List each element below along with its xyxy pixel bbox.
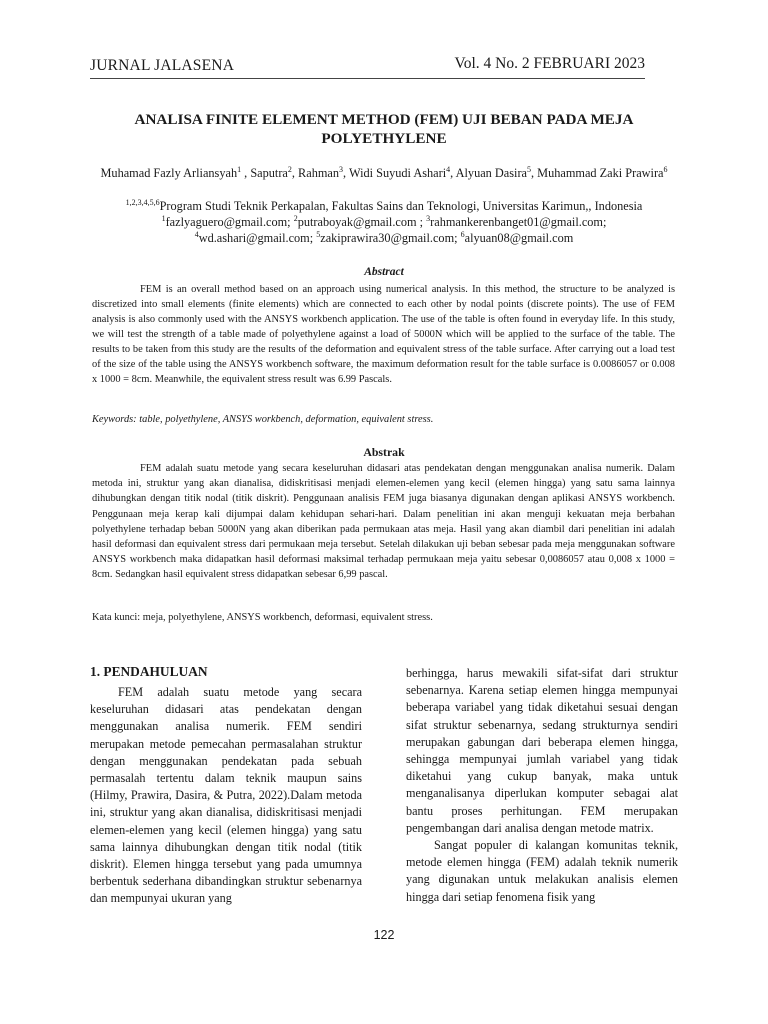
email-line-1 (100, 214, 668, 230)
affiliation-sup: 1,2,3,4,5,6 (125, 198, 160, 207)
right-paragraph-1: berhingga, harus mewakili sifat-sifat dari struktur sebenarnya. Karena setiap elemen hingga mempunyai beberapa variabel yang tidak diketahui sesuai dengan sifat struktur sebenarnya, sedang strukturnya sendiri merupakan gabungan dari beberapa elemen hingga, sehingga mempunyai jumlah variabel yang tidak diketahui yang cukup banyak, maka untuk menganalisanya diperlukan komputer sebagai alat bantu proses perhitungan. FEM merupakan pengembangan dari analisa dengan metode matrix. (406, 666, 678, 835)
left-column (90, 684, 362, 908)
paper-title: ANALISA FINITE ELEMENT METHOD (FEM) UJI BEBAN PADA MEJA POLYETHYLENE (134, 111, 634, 147)
author-5-sup: 5 (527, 165, 531, 174)
journal-name: JURNAL JALASENA (90, 57, 235, 74)
author-6-sup: 6 (663, 165, 668, 174)
email-line-2 (100, 230, 668, 246)
affiliation-line (100, 198, 668, 214)
email-5-sup: 5 (316, 230, 321, 239)
email-3-sup: 3 (426, 214, 431, 223)
author-2: , Saputra (241, 166, 288, 180)
affiliation-text: Program Studi Teknik Perkapalan, Fakultas Sains dan Teknologi, Universitas Karimun,, Indonesia (159, 199, 643, 213)
author-2-sup: 2 (287, 165, 292, 174)
volume-info: Vol. 4 No. 2 FEBRUARI 2023 (454, 55, 645, 72)
author-1-sup: 1 (237, 165, 242, 174)
email-5: zakiprawira30@gmail.com; (320, 231, 461, 245)
header-rule (90, 78, 645, 79)
author-6: , Muhammad Zaki Prawira (531, 166, 664, 180)
author-5: , Alyuan Dasira (450, 166, 527, 180)
author-list (100, 165, 668, 182)
author-4: , Widi Suyudi Ashari (343, 166, 447, 180)
left-paragraph: FEM adalah suatu metode yang secara keseluruhan didasari atas pendekatan dengan menggunakan analisa numerik. FEM sendiri merupakan metode pemecahan permasalahan struktur dengan menggunakan pendekatan pada sebuah permasalah tertentu dalam teknik maupun sains (Hilmy, Prawira, Dasira, & Putra, 2022).Dalam metoda ini, struktur yang akan dianalisa, didiskritisasi menjadi elemen-elemen yang kecil (elemen hingga) yang satu sama lainnya dihubungkan dengan titik nodal (titik diskrit). Elemen hingga tersebut yang pada umumnya berbentuk sederhana dibandingkan struktur sebenarnya dan mempunyai ukuran yang (90, 685, 362, 906)
email-2-sup: 2 (293, 214, 298, 223)
email-6: alyuan08@gmail.com (464, 231, 574, 245)
running-header (90, 55, 645, 77)
email-4-sup: 4 (194, 230, 199, 239)
email-3: rahmankerenbanget01@gmail.com; (430, 215, 607, 229)
right-column (406, 665, 678, 906)
email-4: wd.ashari@gmail.com; (198, 231, 317, 245)
author-3: , Rahman (291, 166, 340, 180)
author-3-sup: 3 (339, 165, 344, 174)
author-1: Muhamad Fazly Arliansyah (100, 166, 238, 180)
abstrak-keywords: Kata kunci: meja, polyethylene, ANSYS workbench, deformasi, equivalent stress. (92, 612, 433, 623)
email-6-sup: 6 (460, 230, 465, 239)
abstract-keywords: Keywords: table, polyethylene, ANSYS workbench, deformation, equivalent stress. (92, 414, 434, 425)
email-2: putraboyak@gmail.com ; (297, 215, 427, 229)
abstrak-text: FEM adalah suatu metode yang secara keseluruhan didasari atas pendekatan dengan menggunakan analisa numerik. Dalam metoda ini, struktur yang akan dianalisa, didiskritisasi menjadi elemen-elemen yang kecil (elemen hingga) yang satu sama lainnya dihubungkan dengan titik nodal (titik diskrit). Penggunaan analisis FEM juga biasanya digunakan dengan aplikasi ANSYS workbench. Penggunaan meja kerap kali dijumpai dalam kehidupan sehari-hari. Dalam penelitian ini akan menguji kekuatan meja berbahan polyethylene terhadap beban 5000N yang akan diberikan pada permukaan atas meja. Hasil yang akan diambil dari penelitian ini adalah hasil deformasi dan equivalent stress dari permukaan meja tersebut. Setelah dilakukan uji beban sebesar pada meja menggunakan software ANSYS workbench maka didapatkan hasil deformasi maksimal terhadap permukaan meja yaitu sebesar 0,0086057 atau 0,008 x 1000 = 8cm. Sedangkan hasil equivalent stress didapatkan sebesar 6,99 pascal. (92, 463, 675, 581)
section-heading: 1. PENDAHULUAN (90, 664, 208, 679)
abstrak-heading: Abstrak (363, 445, 405, 459)
author-4-sup: 4 (446, 165, 451, 174)
right-paragraph-2: Sangat populer di kalangan komunitas teknik, metode elemen hingga (FEM) adalah teknik numerik yang digunakan untuk melakukan analisis elemen hingga dari setiap fenomena fisik yang (406, 838, 678, 904)
email-1-sup: 1 (161, 214, 166, 223)
email-1: fazlyaguero@gmail.com; (165, 215, 294, 229)
abstract-text: FEM is an overall method based on an approach using numerical analysis. In this method, the structure to be analyzed is discretized into small elements (finite elements) which are connected to each other by nodal points (discrete points). The use of FEM analysis is also commonly used with the ANSYS workbench application. The use of the table is often found in everyday life. In this study, we will test the strength of a table made of polyethylene against a load of 5000N which will be applied to the surface of the table. The results to be taken from this study are the results of the deformation and equivalent stress of the table surface. After carrying out a load test of the size of the table using the ANSYS workbench software, the maximum deformation result for the table surface is 0.0086057 or 0.008 x 1000 = 8cm. Meanwhile, the equivalent stress result was 6.99 Pascals. (92, 284, 675, 385)
affiliation-block (100, 198, 668, 246)
abstract-heading: Abstract (364, 266, 404, 278)
page-number: 122 (373, 928, 395, 942)
